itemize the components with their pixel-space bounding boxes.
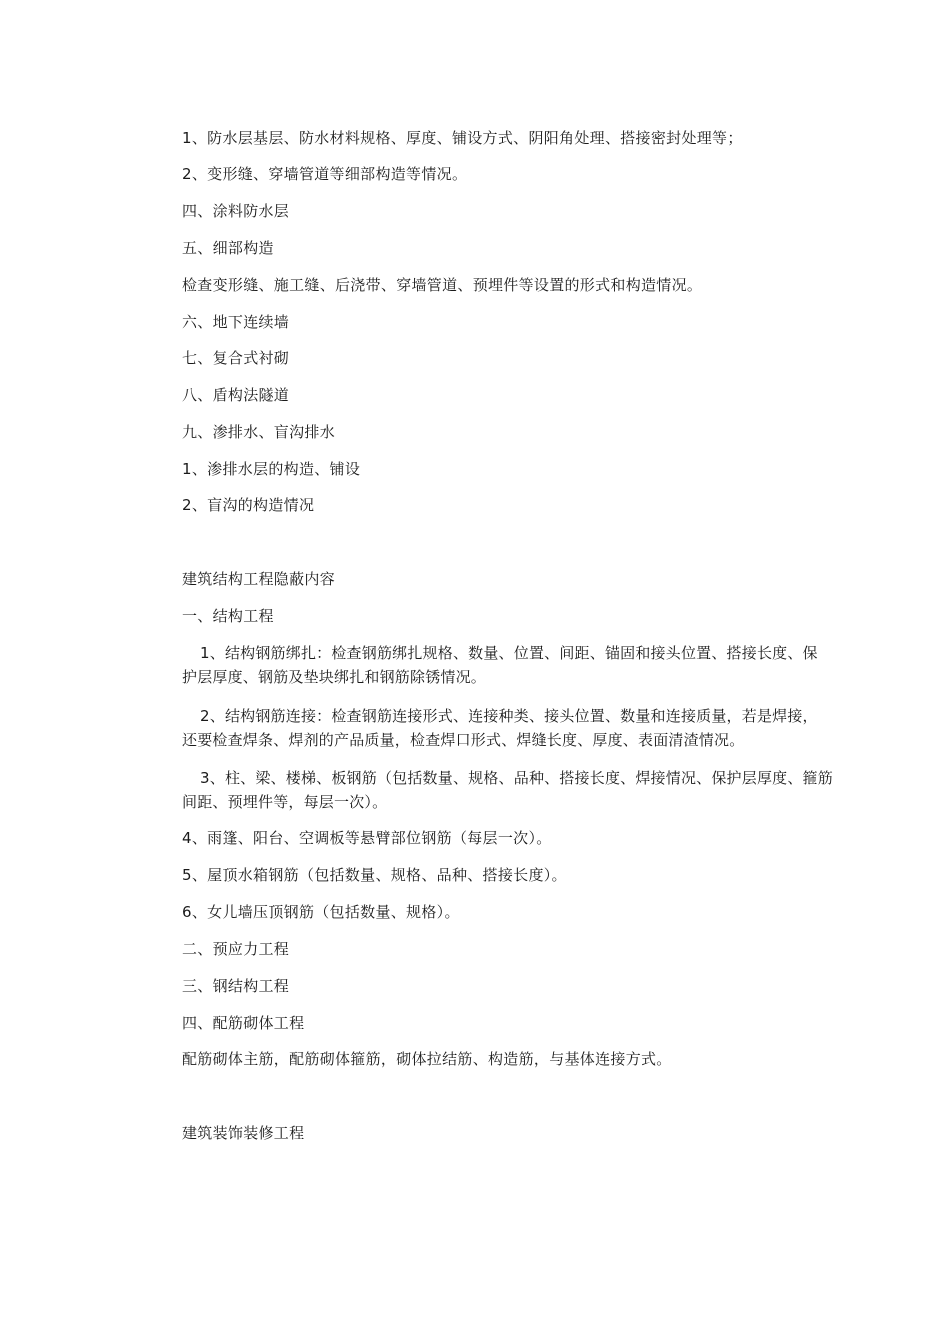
paragraph-rebar-connection [182, 704, 818, 752]
heading-structure-work: 一、结构工程 [182, 607, 274, 625]
text-line-masonry-details: 配筋砌体主筋，配筋砌体箍筋，砌体拉结筋、构造筋，与基体连接方式。 [182, 1050, 672, 1068]
text-line-blind-ditch: 2、盲沟的构造情况 [182, 496, 315, 514]
paragraph-line: 3、柱、梁、楼梯、板钢筋（包括数量、规格、品种、搭接长度、焊接情况、保护层厚度、箍筋 [200, 769, 833, 787]
text-line-parapet-rebar: 6、女儿墙压顶钢筋（包括数量、规格）。 [182, 903, 460, 921]
paragraph-line: 2、结构钢筋连接：检查钢筋连接形式、连接种类、接头位置、数量和连接质量，若是焊接， [200, 707, 818, 725]
heading-coating-waterproof: 四、涂料防水层 [182, 202, 290, 220]
heading-detail-construction: 五、细部构造 [182, 239, 274, 257]
text-line-water-tank-rebar: 5、屋顶水箱钢筋（包括数量、规格、品种、搭接长度）。 [182, 866, 567, 884]
section-heading-structure: 建筑结构工程隐蔽内容 [182, 570, 336, 588]
section-heading-decoration: 建筑装饰装修工程 [182, 1124, 305, 1142]
text-line-drainage-layer: 1、渗排水层的构造、铺设 [182, 460, 361, 478]
heading-prestress: 二、预应力工程 [182, 940, 290, 958]
text-line-expansion-joint: 2、变形缝、穿墙管道等细部构造等情况。 [182, 165, 468, 183]
heading-diaphragm-wall: 六、地下连续墙 [182, 313, 290, 331]
paragraph-line: 护层厚度、钢筋及垫块绑扎和钢筋除锈情况。 [182, 668, 487, 686]
heading-reinforced-masonry: 四、配筋砌体工程 [182, 1014, 305, 1032]
text-line-cantilever-rebar: 4、雨篷、阳台、空调板等悬臂部位钢筋（每层一次）。 [182, 829, 552, 847]
paragraph-line: 1、结构钢筋绑扎：检查钢筋绑扎规格、数量、位置、间距、锚固和接头位置、搭接长度、保 [200, 644, 818, 662]
heading-shield-tunnel: 八、盾构法隧道 [182, 386, 290, 404]
heading-composite-lining: 七、复合式衬砌 [182, 349, 290, 367]
text-line-waterproof-base: 1、防水层基层、防水材料规格、厚度、铺设方式、阴阳角处理、搭接密封处理等； [182, 129, 743, 147]
heading-drainage: 九、渗排水、盲沟排水 [182, 423, 336, 441]
paragraph-line: 还要检查焊条、焊剂的产品质量，检查焊口形式、焊缝长度、厚度、表面清渣情况。 [182, 731, 745, 749]
paragraph-rebar-binding [182, 641, 818, 689]
heading-steel-structure: 三、钢结构工程 [182, 977, 290, 995]
paragraph-column-beam-rebar [182, 766, 833, 814]
text-line-detail-check: 检查变形缝、施工缝、后浇带、穿墙管道、预埋件等设置的形式和构造情况。 [182, 276, 703, 294]
paragraph-line: 间距、预埋件等，每层一次）。 [182, 793, 388, 811]
